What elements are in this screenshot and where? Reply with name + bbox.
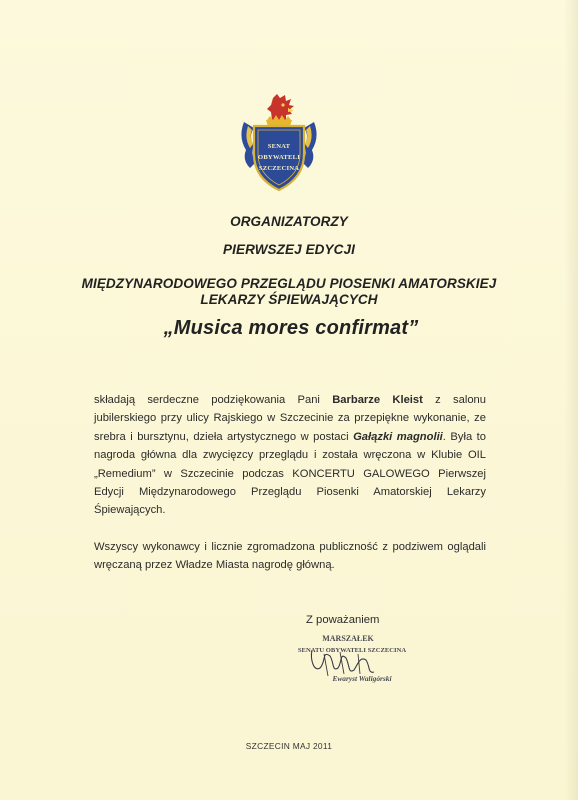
crest-text-line2: OBYWATELI (258, 154, 300, 161)
stamp-title: MARSZAŁEK (322, 634, 374, 643)
recipient-name: Barbarze Kleist (332, 394, 423, 406)
senate-crest-logo (236, 92, 322, 194)
closing-greeting: Z poważaniem (306, 614, 380, 626)
paragraph-thanks (94, 391, 486, 520)
paragraph-thanks-part3: . Była to nagroda główna dla zwycięzcy przeglądu i została wręczona w Klubie OIL „Remedium” w Szczecinie podczas KONCERTU GALOWEGO Pierwszej Edycji Międzynarodowego Przeglądu Piosenki Amatorskiej Lekarzy Śpiewających. (94, 430, 487, 517)
stamp-organization: SENATU OBYWATELI SZCZECINA (297, 647, 407, 654)
paragraph-audience: Wszyscy wykonawcy i licznie zgromadzona publiczność z podziwem oglądali wręczaną przez Władze Miasta nagrodę główną. (94, 540, 486, 572)
signature-stamp (270, 628, 430, 692)
paragraph-thanks-part1: składają serdeczne podziękowania Pani (94, 394, 333, 406)
stamp-signatory-name: Ewaryst Waligórski (332, 674, 392, 683)
crest-text-line1: SENAT (267, 143, 291, 150)
heading-singing-doctors: LEKARZY ŚPIEWAJĄCYCH (200, 292, 378, 307)
heading-festival-name: MIĘDZYNARODOWEGO PRZEGLĄDU PIOSENKI AMATORSKIEJ (81, 276, 497, 291)
letter-body (94, 391, 486, 575)
heading-organizers: ORGANIZATORZY (230, 214, 348, 229)
paragraph-thanks-part2: z salonu jubilerskiego przy ulicy Rajskiego w Szczecinie za przepiękne wykonanie, ze srebra i bursztynu, dzieła artystycznego w postaci (94, 394, 486, 443)
award-name: Gałązki magnolii (353, 430, 443, 443)
crest-text-line3: SZCZECINA (258, 165, 300, 172)
place-and-date: SZCZECIN MAJ 2011 (245, 741, 333, 751)
heading-block (0, 214, 578, 340)
page-edge-shadow (564, 0, 578, 800)
heading-first-edition: PIERWSZEJ EDYCJI (223, 242, 355, 257)
motto: „Musica mores confirmat” (163, 317, 419, 339)
